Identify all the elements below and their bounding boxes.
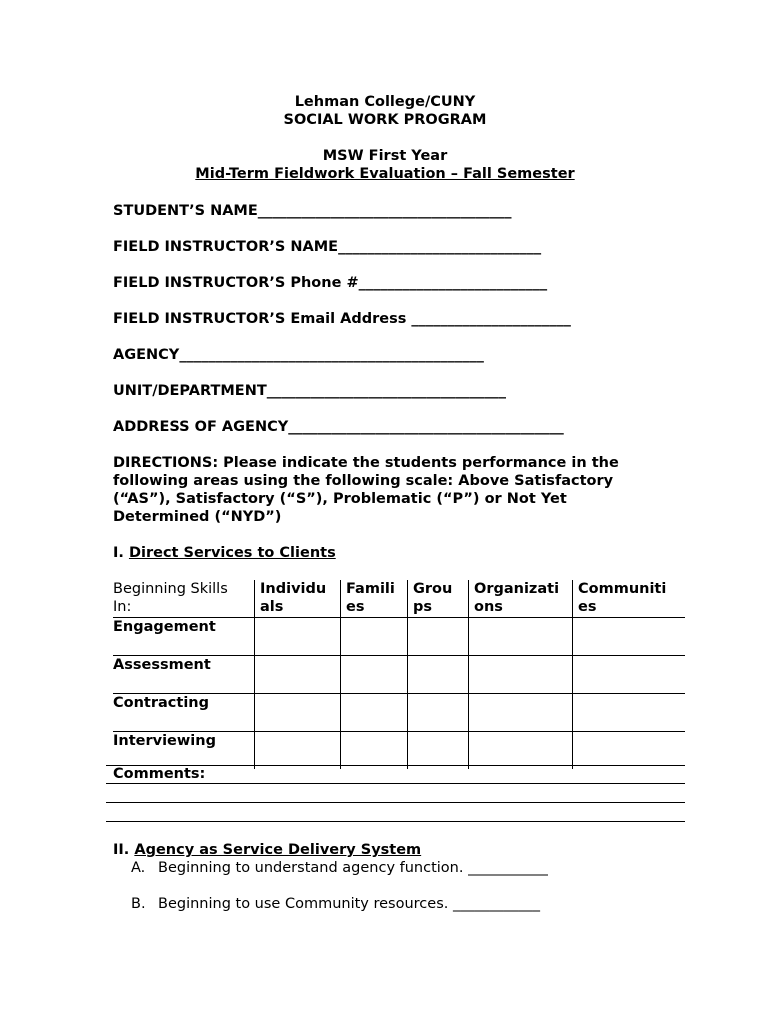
header-text: Beginning Skills bbox=[113, 581, 228, 597]
field-label: ADDRESS OF AGENCY bbox=[113, 419, 289, 435]
field-blank[interactable]: __________________________________________ bbox=[179, 347, 484, 363]
column-header-individuals bbox=[254, 580, 340, 617]
header-text: In: bbox=[113, 599, 132, 615]
field-label: FIELD INSTRUCTOR’S Phone # bbox=[113, 275, 359, 291]
rating-cell[interactable] bbox=[468, 732, 572, 769]
column-header-groups bbox=[407, 580, 468, 617]
field-label: FIELD INSTRUCTOR’S NAME bbox=[113, 239, 339, 255]
header-text: Grou bbox=[413, 581, 453, 597]
table-row bbox=[113, 656, 685, 694]
rating-cell[interactable] bbox=[254, 732, 340, 769]
rating-cell[interactable] bbox=[572, 732, 685, 769]
rating-cell[interactable] bbox=[572, 694, 685, 731]
row-label-engagement: Engagement bbox=[113, 619, 216, 635]
field-label: FIELD INSTRUCTOR’S Email Address bbox=[113, 311, 412, 327]
field-blank[interactable]: __________________________ bbox=[358, 275, 548, 291]
field-label: STUDENT’S NAME bbox=[113, 203, 258, 219]
header-text: Communiti bbox=[578, 581, 667, 597]
directions-line: Determined (“NYD”) bbox=[113, 509, 282, 525]
list-text: Beginning to understand agency function. ___________ bbox=[158, 860, 548, 876]
college-name: Lehman College/CUNY bbox=[294, 94, 476, 110]
column-header-communities bbox=[572, 580, 685, 617]
section-number: I. bbox=[113, 545, 129, 561]
skills-table bbox=[113, 580, 685, 769]
field-instructor-phone-field[interactable] bbox=[113, 274, 547, 292]
rating-cell[interactable] bbox=[468, 656, 572, 693]
year-label: MSW First Year bbox=[322, 148, 448, 164]
field-blank[interactable]: ___________________________________ bbox=[257, 203, 512, 219]
field-blank[interactable]: ____________________________ bbox=[338, 239, 542, 255]
rating-cell[interactable] bbox=[407, 732, 468, 769]
row-label-interviewing: Interviewing bbox=[113, 733, 216, 749]
rating-cell[interactable] bbox=[572, 618, 685, 655]
rating-cell[interactable] bbox=[340, 618, 407, 655]
rating-cell[interactable] bbox=[407, 618, 468, 655]
field-blank[interactable]: ______________________________________ bbox=[288, 419, 564, 435]
header-text: Individu bbox=[260, 581, 327, 597]
list-marker: A. bbox=[131, 860, 146, 876]
rating-cell[interactable] bbox=[340, 732, 407, 769]
directions bbox=[113, 454, 619, 526]
header-text: ons bbox=[474, 599, 503, 615]
table-header-row bbox=[113, 580, 685, 618]
section-2-heading bbox=[113, 841, 421, 859]
header-text: als bbox=[260, 599, 284, 615]
header-text: Organizati bbox=[474, 581, 560, 597]
rating-cell[interactable] bbox=[254, 694, 340, 731]
table-row bbox=[113, 694, 685, 732]
rating-cell[interactable] bbox=[340, 656, 407, 693]
rating-cell[interactable] bbox=[254, 656, 340, 693]
list-marker: B. bbox=[131, 896, 146, 912]
field-label: UNIT/DEPARTMENT bbox=[113, 383, 267, 399]
field-blank[interactable]: _________________________________ bbox=[266, 383, 506, 399]
agency-address-field[interactable] bbox=[113, 418, 564, 436]
rating-cell[interactable] bbox=[572, 656, 685, 693]
field-blank[interactable]: ______________________ bbox=[411, 311, 571, 327]
directions-line: DIRECTIONS: Please indicate the students performance in the bbox=[113, 455, 619, 471]
rating-cell[interactable] bbox=[407, 694, 468, 731]
agency-field[interactable] bbox=[113, 346, 484, 364]
table-header-first bbox=[113, 580, 254, 617]
rating-cell[interactable] bbox=[254, 618, 340, 655]
program-name: SOCIAL WORK PROGRAM bbox=[283, 112, 487, 128]
student-name-field[interactable] bbox=[113, 202, 512, 220]
table-row bbox=[113, 732, 685, 769]
directions-line: (“AS”), Satisfactory (“S”), Problematic (“P”) or Not Yet bbox=[113, 491, 567, 507]
column-header-organizations bbox=[468, 580, 572, 617]
header-text: Famili bbox=[346, 581, 395, 597]
field-instructor-email-field[interactable] bbox=[113, 310, 571, 328]
header-text: ps bbox=[413, 599, 433, 615]
header-text: es bbox=[346, 599, 365, 615]
field-label: AGENCY bbox=[113, 347, 180, 363]
comments-label: Comments: bbox=[113, 766, 206, 782]
row-label-contracting: Contracting bbox=[113, 695, 209, 711]
directions-line: following areas using the following scale: Above Satisfactory bbox=[113, 473, 614, 489]
header-text: es bbox=[578, 599, 597, 615]
table-row bbox=[113, 618, 685, 656]
section-title: Agency as Service Delivery System bbox=[134, 842, 422, 858]
column-header-families bbox=[340, 580, 407, 617]
list-text: Beginning to use Community resources. ____________ bbox=[158, 896, 540, 912]
comment-line[interactable] bbox=[106, 821, 685, 822]
section-1-heading bbox=[113, 544, 336, 562]
field-instructor-name-field[interactable] bbox=[113, 238, 541, 256]
rating-cell[interactable] bbox=[407, 656, 468, 693]
evaluation-title: Mid-Term Fieldwork Evaluation – Fall Semester bbox=[195, 166, 575, 182]
list-item[interactable] bbox=[131, 859, 548, 877]
comment-line[interactable] bbox=[106, 802, 685, 803]
unit-department-field[interactable] bbox=[113, 382, 506, 400]
list-item[interactable] bbox=[131, 895, 540, 913]
comment-line[interactable] bbox=[106, 783, 685, 784]
rating-cell[interactable] bbox=[340, 694, 407, 731]
rating-cell[interactable] bbox=[468, 618, 572, 655]
rating-cell[interactable] bbox=[468, 694, 572, 731]
row-label-assessment: Assessment bbox=[113, 657, 211, 673]
section-number: II. bbox=[113, 842, 135, 858]
section-title: Direct Services to Clients bbox=[128, 545, 336, 561]
